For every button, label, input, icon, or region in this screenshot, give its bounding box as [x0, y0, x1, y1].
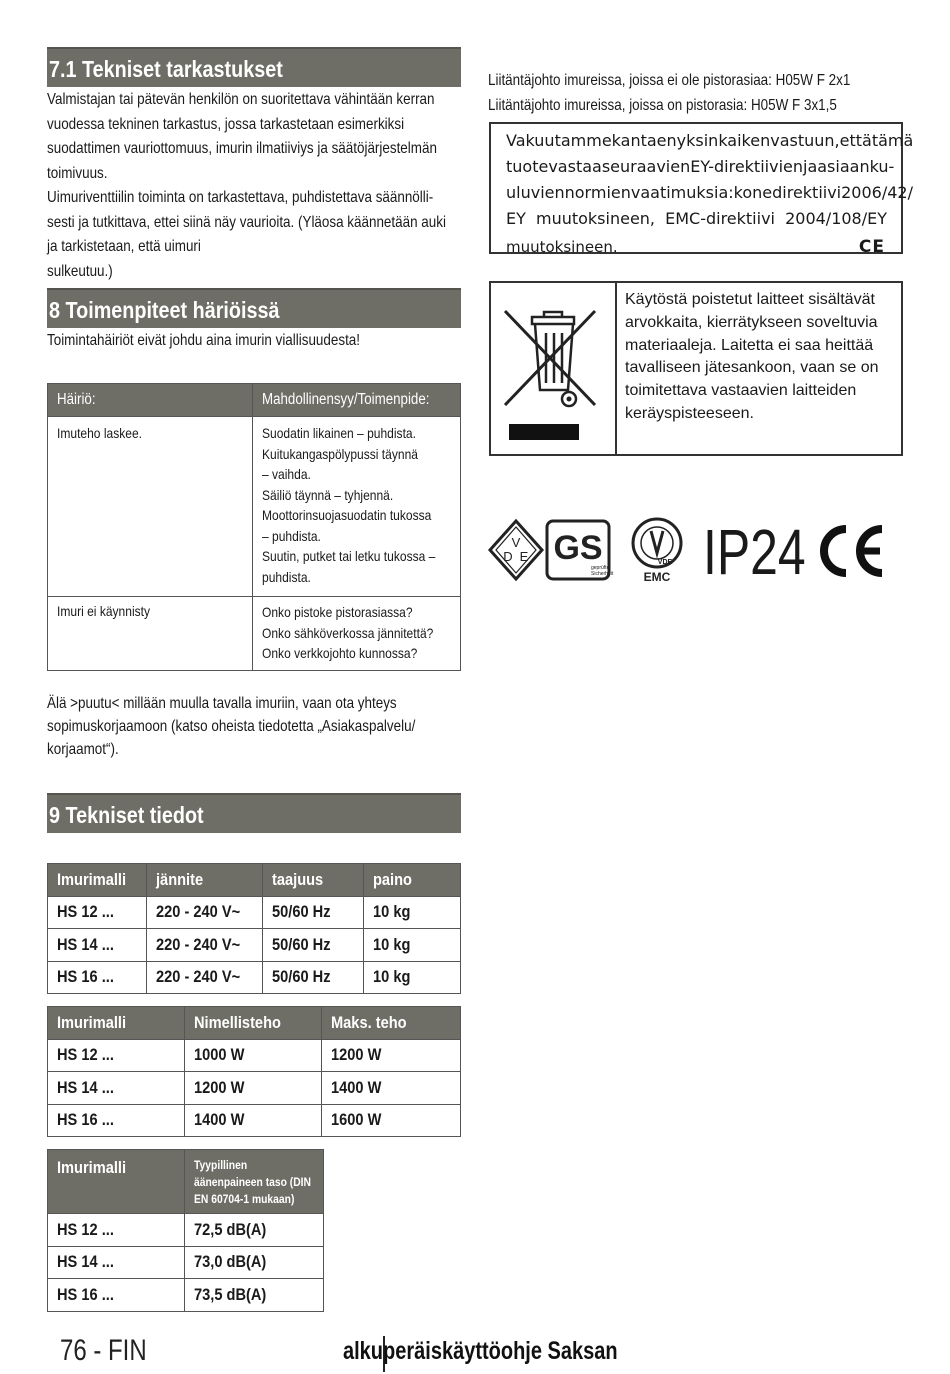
- table-row: [48, 1072, 461, 1105]
- body-line: suodattimen vauriottomuus, imurin ilmatiiviys ja säätöjärjestelmän: [47, 140, 437, 157]
- cell: HS 14 ...: [48, 1246, 185, 1279]
- header-cell: [185, 1150, 324, 1214]
- cell: 72,5 dB(A): [185, 1214, 324, 1247]
- table-header-row: [48, 864, 461, 897]
- body-line: sulkeutuu.): [47, 262, 113, 280]
- repair-note: [47, 692, 485, 761]
- body-line: toimivuus.: [47, 164, 108, 182]
- section-8-intro: Toimintahäiriöt eivät johdu aina imurin viallisuudesta!: [47, 332, 361, 349]
- svg-text:Sicherheit: Sicherheit: [591, 571, 614, 577]
- certification-marks: [488, 515, 908, 590]
- svg-text:VDE: VDE: [657, 559, 673, 566]
- header-cell: Maks. teho: [322, 1007, 461, 1040]
- specs-noise-table: [47, 1149, 324, 1312]
- weee-line: keräyspisteeseen.: [625, 404, 754, 422]
- cell: 73,0 dB(A): [185, 1246, 324, 1279]
- cell: 10 kg: [364, 896, 461, 929]
- action-line: – puhdista.: [262, 527, 321, 544]
- svg-text:GS: GS: [553, 529, 603, 567]
- cell: 73,5 dB(A): [185, 1279, 324, 1312]
- action-line: Suodatin likainen – puhdista.: [262, 425, 416, 441]
- actions-cell: [253, 417, 461, 597]
- table-row: [48, 1246, 324, 1279]
- action-line: Kuitukangaspölypussi täynnä: [262, 445, 418, 462]
- cell: 50/60 Hz: [263, 961, 364, 994]
- svg-text:E: E: [519, 549, 529, 564]
- table-row: [48, 929, 461, 962]
- declaration-line: EY muutoksineen, EMC-direktiivi 2004/108/EY: [506, 209, 887, 228]
- section-7-1-body: [47, 88, 522, 284]
- declaration-last-line: muutoksineen. CE: [506, 234, 887, 260]
- ce-mark-small: CE: [858, 237, 885, 257]
- cell: 1000 W: [185, 1039, 322, 1072]
- action-line: puhdista.: [262, 568, 311, 585]
- weee-line: Käytöstä poistetut laitteet sisältävät: [625, 291, 875, 308]
- ip-rating: IP24: [703, 516, 806, 588]
- body-line: Valmistajan tai pätevän henkilön on suoritettava vähintään kerran: [47, 91, 435, 108]
- crossed-bin-icon: [491, 283, 615, 454]
- cable-line: Liitäntäjohto imureissa, joissa on pistorasia: H05W F 3x1,5: [488, 97, 837, 114]
- cell: 220 - 240 V~: [147, 896, 263, 929]
- section-9-heading: 9 Tekniset tiedot: [47, 793, 461, 833]
- body-line: ja tarkistetaan, että uimuri: [47, 238, 201, 255]
- action-line: Säiliö täynnä – tyhjennä.: [262, 486, 394, 503]
- table-row: [48, 417, 461, 597]
- header-cell: jännite: [147, 864, 263, 897]
- header-line: EN 60704-1 mukaan): [194, 1192, 295, 1206]
- cell: 1600 W: [322, 1104, 461, 1137]
- body-line: vuodessa tekninen tarkastus, jossa tarkastetaan esimerkiksi: [47, 115, 405, 133]
- cell: HS 12 ...: [48, 896, 147, 929]
- cable-spec: [488, 68, 919, 118]
- table-row: [48, 896, 461, 929]
- weee-box: [489, 281, 903, 456]
- fault-cell: Imuteho laskee.: [48, 417, 253, 597]
- cell: 1400 W: [322, 1072, 461, 1105]
- cell: HS 14 ...: [48, 1072, 185, 1105]
- fault-cell: Imuri ei käynnisty: [48, 597, 253, 671]
- svg-text:EMC: EMC: [643, 570, 671, 584]
- weee-line: arvokkaita, kierrätykseen soveltuvia: [625, 313, 878, 331]
- cell: 10 kg: [364, 929, 461, 962]
- cell: 220 - 240 V~: [147, 929, 263, 962]
- cell: 50/60 Hz: [263, 896, 364, 929]
- svg-text:V: V: [511, 535, 521, 550]
- cell: 1200 W: [185, 1072, 322, 1105]
- cell: HS 12 ...: [48, 1214, 185, 1247]
- action-line: – vaihda.: [262, 466, 311, 482]
- cell: 1200 W: [322, 1039, 461, 1072]
- action-line: Onko verkkojohto kunnossa?: [262, 645, 418, 661]
- vde-emc-mark-icon: [628, 517, 686, 585]
- table-header-row: [48, 1150, 324, 1214]
- action-line: Onko sähköverkossa jännitettä?: [262, 624, 434, 641]
- svg-text:D: D: [503, 549, 513, 564]
- note-line: sopimuskorjaamoon (katso oheista tiedotetta „Asiakaspalvelu/: [47, 718, 416, 735]
- cell: 50/60 Hz: [263, 929, 364, 962]
- declaration-line: Vakuutamme kantaen yksin kaiken vastuun, että tämä: [506, 131, 914, 150]
- specs-power-table: [47, 1006, 461, 1137]
- body-line: Uimuriventtiilin toiminta on tarkastettava, puhdistettava säännölli-: [47, 189, 434, 206]
- table-row: [48, 1039, 461, 1072]
- header-cell: Nimellisteho: [185, 1007, 322, 1040]
- actions-cell: [253, 597, 461, 671]
- gs-mark-icon: [545, 519, 614, 581]
- specs-voltage-table: [47, 863, 461, 994]
- cell: 1400 W: [185, 1104, 322, 1137]
- conformity-declaration: [489, 122, 914, 257]
- table-row: [48, 1214, 324, 1247]
- header-cell: taajuus: [263, 864, 364, 897]
- action-line: Onko pistoke pistorasiassa?: [262, 604, 413, 620]
- cable-line: Liitäntäjohto imureissa, joissa ei ole pistorasiaa: H05W F 2x1: [488, 72, 851, 89]
- fault-table-header: [48, 384, 461, 417]
- weee-line: toimitettava vastaavien laitteiden: [625, 382, 857, 400]
- note-line: Älä >puutu< millään muulla tavalla imuriin, vaan ota yhteys: [47, 695, 397, 712]
- section-7-1-heading: 7.1 Tekniset tarkastukset: [47, 47, 461, 87]
- cell: HS 16 ...: [48, 961, 147, 994]
- weee-symbol-cell: [491, 283, 617, 454]
- cell: 220 - 240 V~: [147, 961, 263, 994]
- fault-header-cell: Häiriö:: [48, 384, 253, 417]
- header-cell: paino: [364, 864, 461, 897]
- weee-line: materiaaleja. Laitetta ei saa heittää: [625, 336, 874, 354]
- action-line: Moottorinsuojasuodatin tukossa: [262, 507, 432, 523]
- header-cell: Imurimalli: [48, 1007, 185, 1040]
- cell: HS 16 ...: [48, 1279, 185, 1312]
- table-row: [48, 597, 461, 671]
- declaration-line: tuote vastaa seuraavien EY-direktiivien ja asiaanku-: [506, 157, 895, 176]
- weee-line: tavalliseen jätesankoon, vaan se on: [625, 359, 879, 377]
- cell: 10 kg: [364, 961, 461, 994]
- footer-title: alkuperäiskäyttöohje Saksan: [343, 1337, 618, 1365]
- page-number: 76 - FIN: [60, 1334, 147, 1367]
- header-cell: Imurimalli: [48, 1150, 185, 1214]
- action-line: Suutin, putket tai letku tukossa –: [262, 548, 436, 564]
- vde-mark-icon: [488, 519, 544, 581]
- cell: HS 14 ...: [48, 929, 147, 962]
- table-row: [48, 1279, 324, 1312]
- table-row: [48, 961, 461, 994]
- ce-mark-icon: [816, 523, 888, 579]
- table-row: [48, 1104, 461, 1137]
- cell: HS 16 ...: [48, 1104, 185, 1137]
- cell: HS 12 ...: [48, 1039, 185, 1072]
- weee-text: [625, 289, 879, 426]
- header-line: äänenpaineen taso (DIN: [194, 1175, 311, 1189]
- header-line: Tyypillinen: [194, 1158, 248, 1172]
- body-line: sesti ja tutkittava, ettei siinä näy vaurioita. (Yläosa käännetään auki: [47, 213, 446, 231]
- cause-header-cell: Mahdollinensyy/Toimenpide:: [253, 384, 461, 417]
- table-header-row: [48, 1007, 461, 1040]
- svg-text:geprüfte: geprüfte: [591, 565, 610, 571]
- section-8-heading: 8 Toimenpiteet häriöissä: [47, 288, 461, 328]
- declaration-line: uluvien normien vaatimuksia: konedirektiivi 2006/42/: [506, 183, 913, 202]
- note-line: korjaamot“).: [47, 741, 119, 758]
- header-cell: Imurimalli: [48, 864, 147, 897]
- fault-table: [47, 383, 461, 671]
